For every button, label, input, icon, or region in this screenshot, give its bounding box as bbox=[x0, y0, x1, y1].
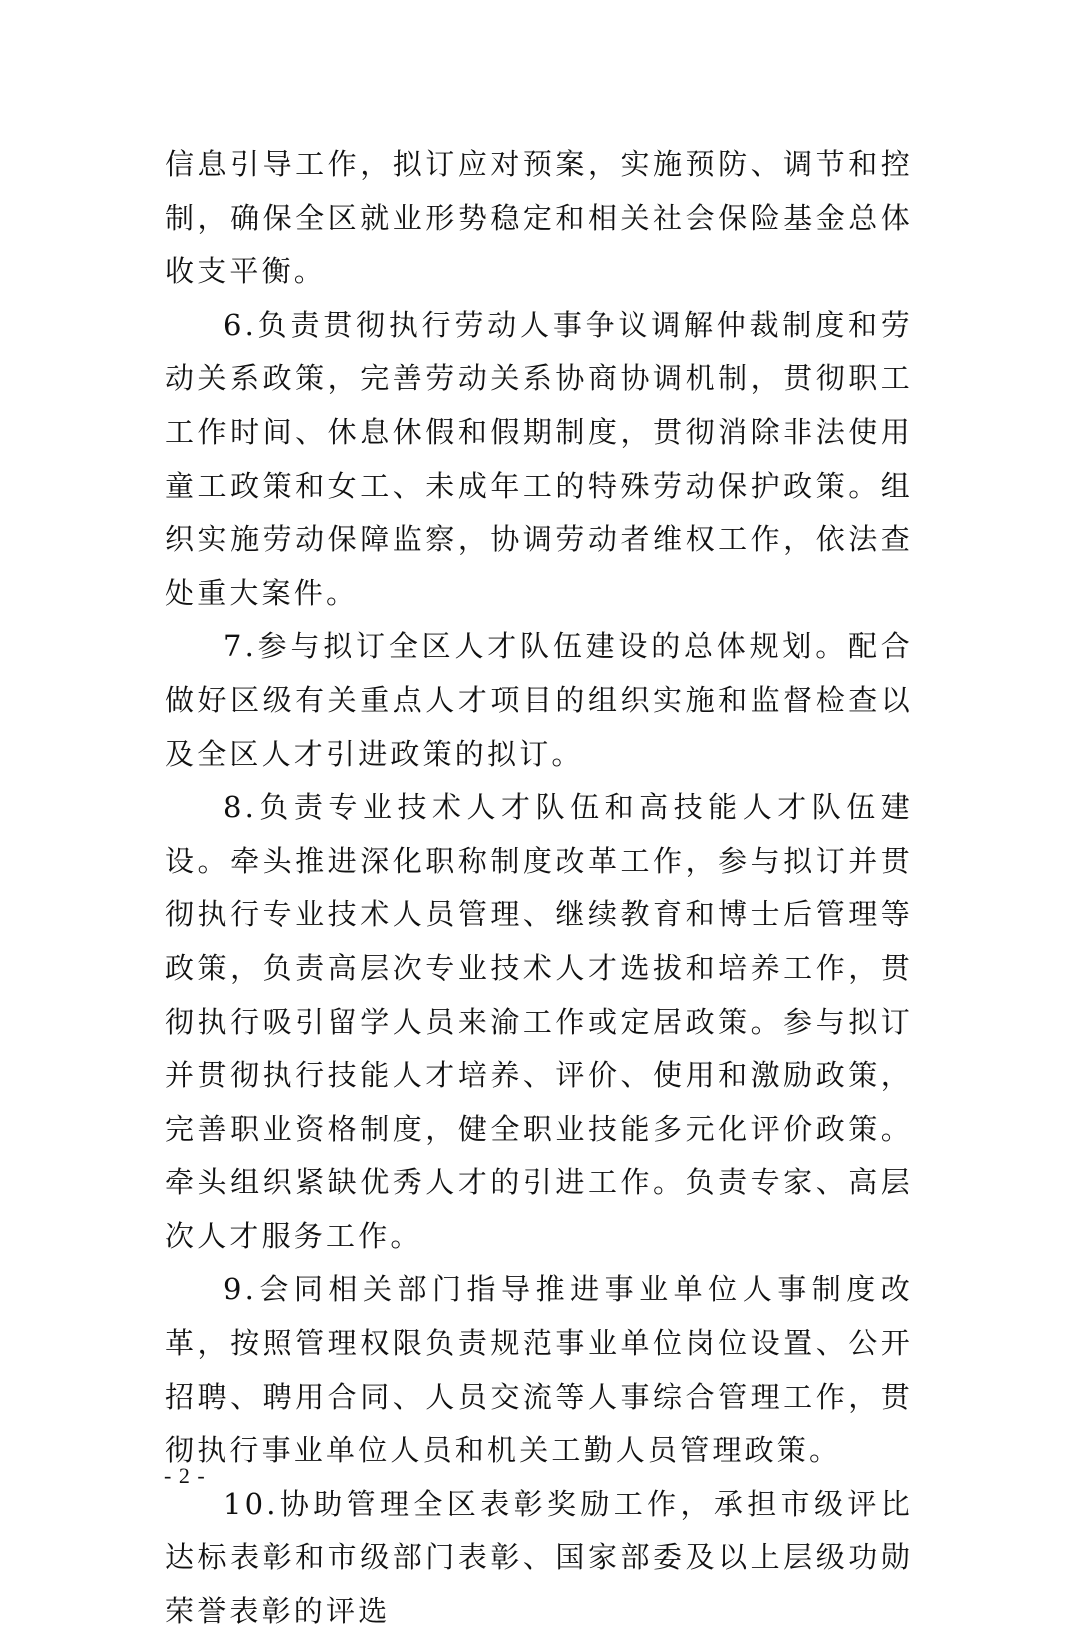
paragraph-item-8: 8.负责专业技术人才队伍和高技能人才队伍建设。牵头推进深化职称制度改革工作，参与拟订并贯彻执行专业技术人员管理、继续教育和博士后管理等政策，负责高层次专业技术人才选拔和培养工作，贯彻执行吸引留学人员来渝工作或定居政策。参与拟订并贯彻执行技能人才培养、评价、使用和激励政策，完善职业资格制度，健全职业技能多元化评价政策。牵头组织紧缺优秀人才的引进工作。负责专家、高层次人才服务工作。 bbox=[165, 790, 913, 1253]
paragraph-continued: 信息引导工作，拟订应对预案，实施预防、调节和控制，确保全区就业形势稳定和相关社会保险基金总体收支平衡。 bbox=[165, 147, 913, 289]
paragraph-item-10: 10.协助管理全区表彰奖励工作，承担市级评比达标表彰和市级部门表彰、国家部委及以上层级功勋荣誉表彰的评选 bbox=[165, 1486, 913, 1629]
paragraph-item-9: 9.会同相关部门指导推进事业单位人事制度改革，按照管理权限负责规范事业单位岗位设置、公开招聘、聘用合同、人员交流等人事综合管理工作，贯彻执行事业单位人员和机关工勤人员管理政策。 bbox=[165, 1272, 913, 1468]
paragraph-item-6: 6.负责贯彻执行劳动人事争议调解仲裁制度和劳动关系政策，完善劳动关系协商协调机制，贯彻职工工作时间、休息休假和假期制度，贯彻消除非法使用童工政策和女工、未成年工的特殊劳动保护政策。组织实施劳动保障监察，协调劳动者维权工作，依法查处重大案件。 bbox=[165, 307, 913, 610]
paragraph-item-7: 7.参与拟订全区人才队伍建设的总体规划。配合做好区级有关重点人才项目的组织实施和监督检查以及全区人才引进政策的拟订。 bbox=[165, 629, 913, 771]
page-number: - 2 - bbox=[164, 1463, 206, 1488]
body-text bbox=[165, 138, 913, 1639]
